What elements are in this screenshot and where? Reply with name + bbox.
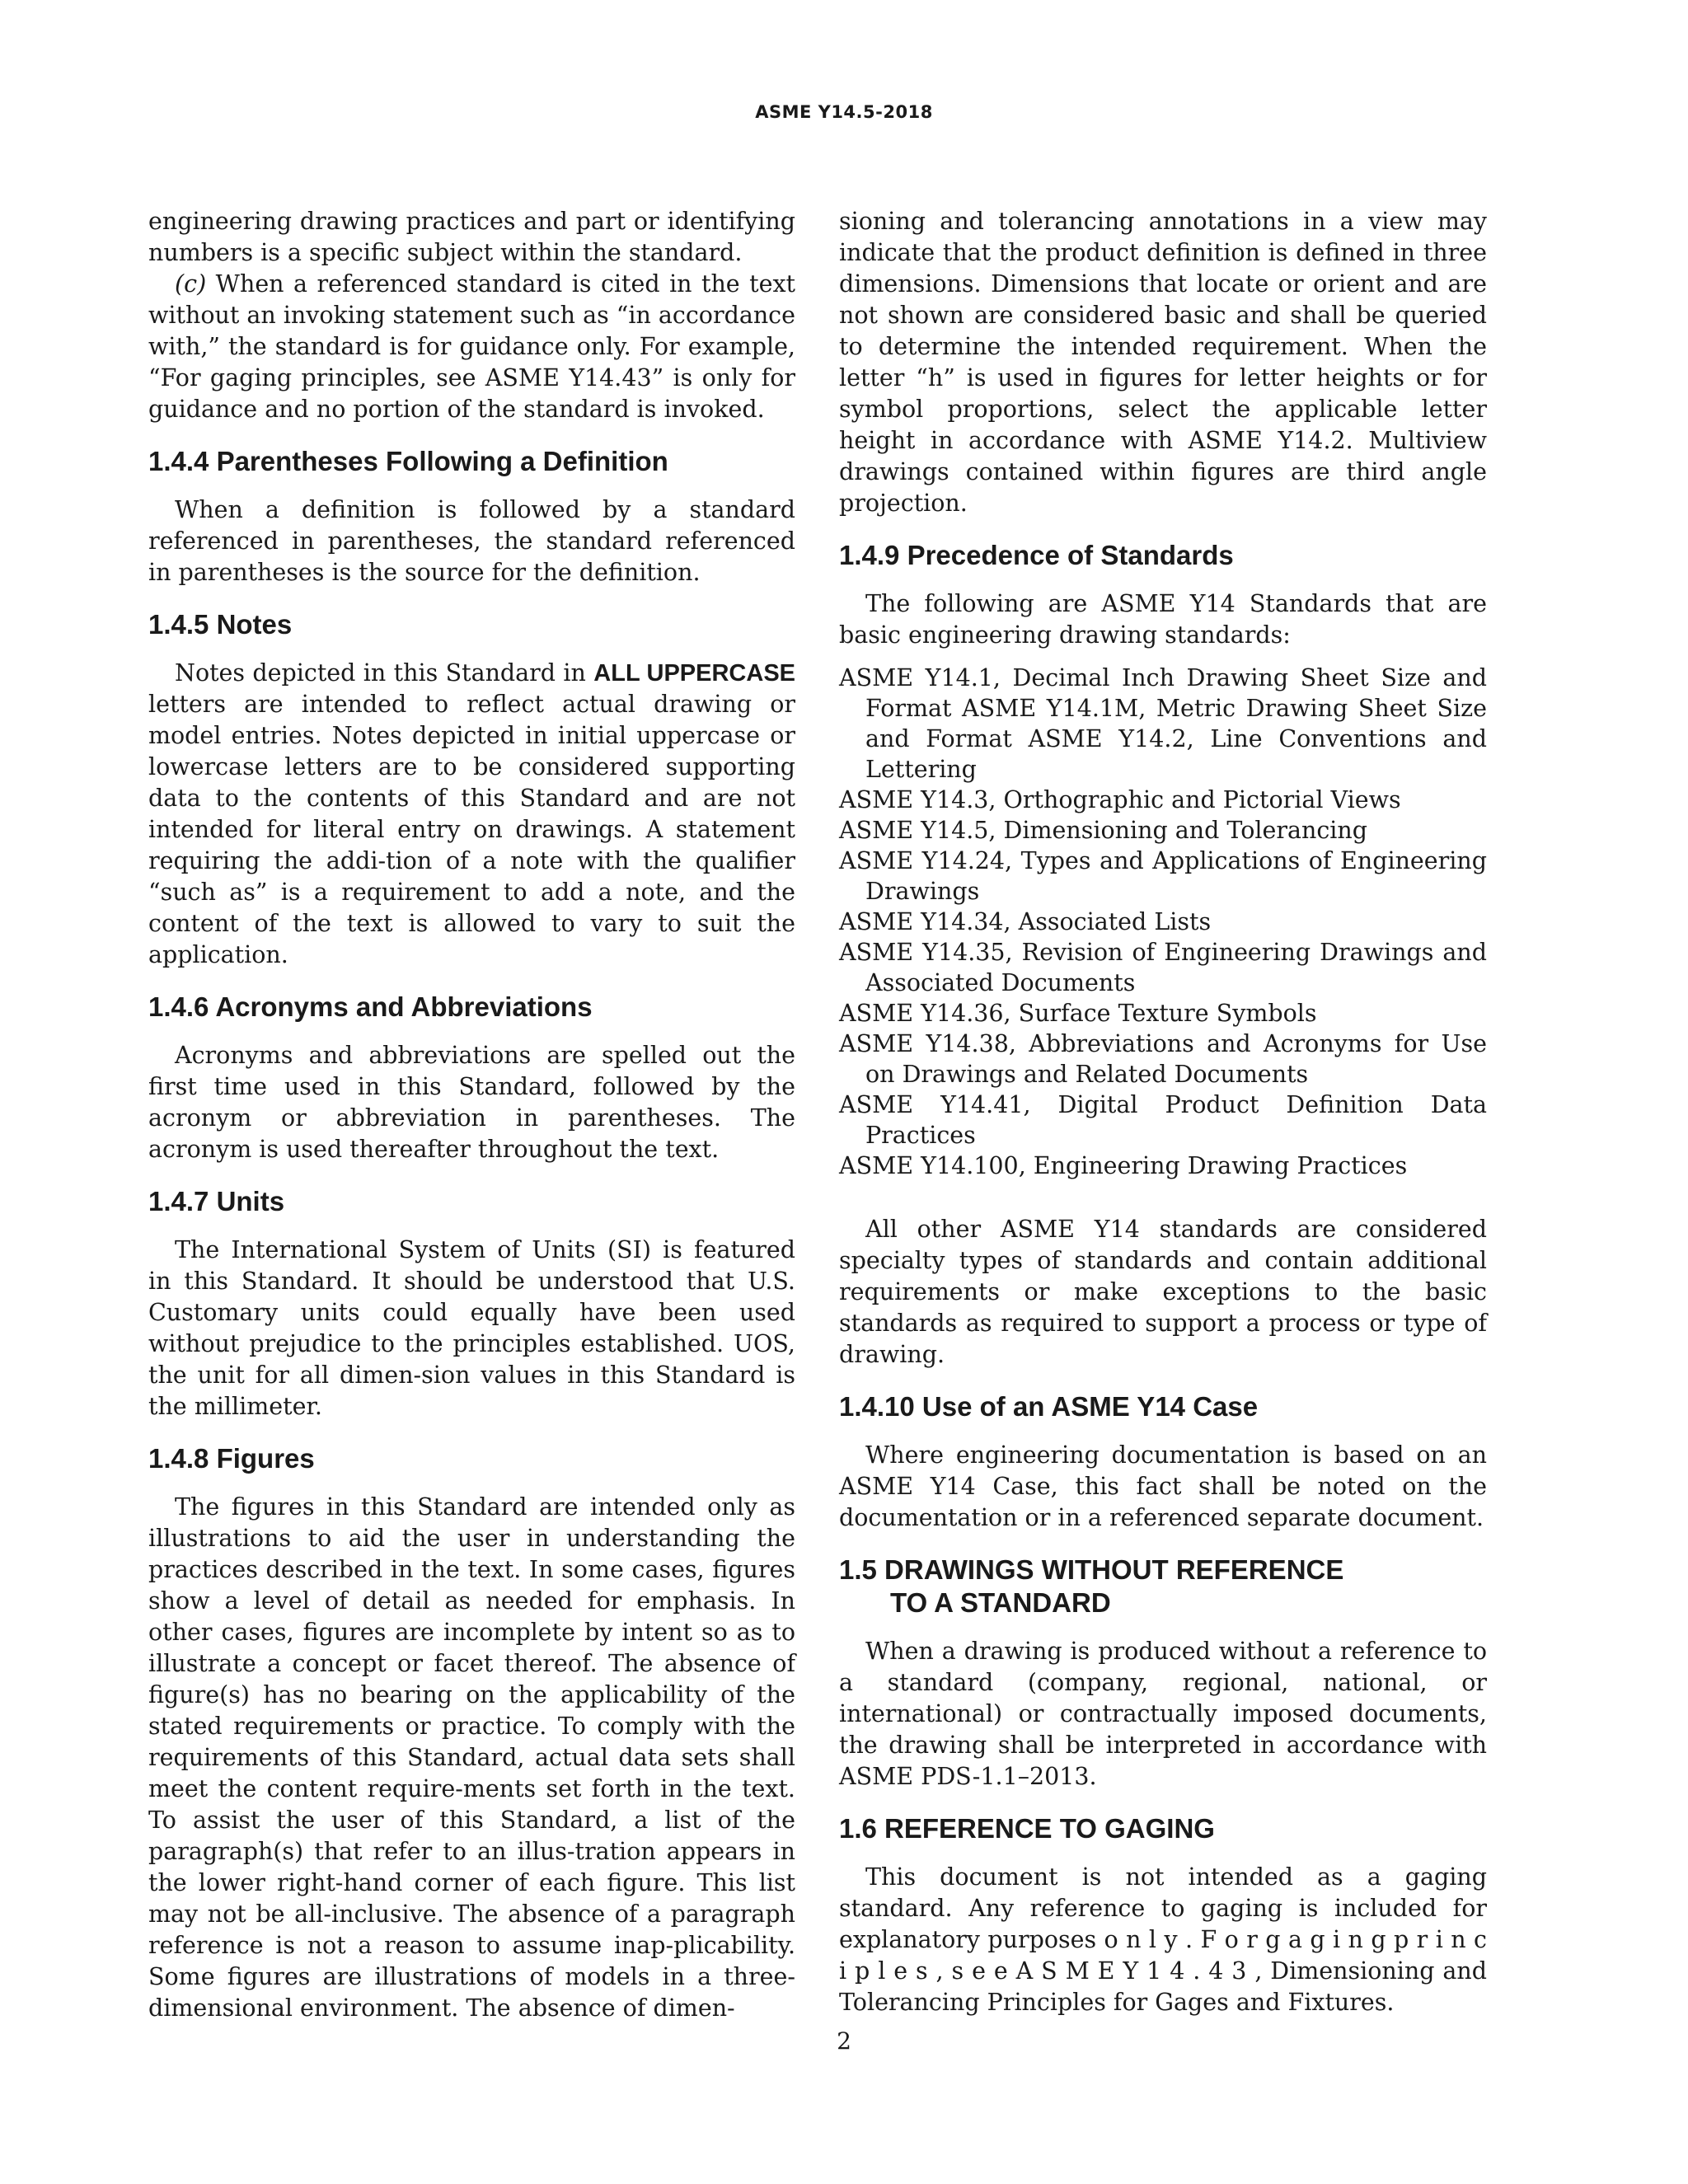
standards-list xyxy=(839,663,1487,1181)
right-column xyxy=(839,206,1487,2018)
heading-line-2: TO A STANDARD xyxy=(890,1587,1111,1618)
continued-paragraph: engineering drawing practices and part or identifying numbers is a specific subject within the standard. xyxy=(148,208,795,266)
section-body-1-4-5 xyxy=(148,658,795,971)
section-heading-1-4-8: 1.4.8 Figures xyxy=(148,1443,315,1474)
section-body-1-4-6: Acronyms and abbreviations are spelled out the first time used in this Standard, followed by the acronym or abbreviation in parentheses. The acronym is used thereafter throughout the text. xyxy=(148,1042,795,1163)
left-column xyxy=(148,206,795,2024)
list-item: ASME Y14.38, Abbreviations and Acronyms for Use on Drawings and Related Documents xyxy=(839,1030,1487,1088)
item-label: (c) xyxy=(175,270,207,298)
section-heading-1-4-9: 1.4.9 Precedence of Standards xyxy=(839,540,1234,570)
item-text: When a referenced standard is cited in the text without an invoking statement such as “in accordance with,” the standard is for guidance only. For example, “For gaging principles, see ASME Y14.43” is only for guidance and no portion of the standard is invoked. xyxy=(148,270,795,423)
section-heading-1-4-5: 1.4.5 Notes xyxy=(148,609,293,640)
heading-line-1: 1.5 DRAWINGS WITHOUT REFERENCE xyxy=(839,1554,1344,1585)
section-body-1-4-9-after: All other ASME Y14 standards are considered specialty types of standards and contain additional requirements or make exceptions to the basic standards as required to support a process or type of drawing. xyxy=(839,1216,1487,1368)
section-heading-1-4-10: 1.4.10 Use of an ASME Y14 Case xyxy=(839,1391,1259,1422)
list-item: ASME Y14.41, Digital Product Definition Data Practices xyxy=(839,1091,1487,1149)
all-uppercase-term: ALL UPPERCASE xyxy=(593,660,795,687)
list-item: ASME Y14.1, Decimal Inch Drawing Sheet Size and Format ASME Y14.1M, Metric Drawing Sheet Size and Format ASME Y14.2, Line Conventions and Lettering xyxy=(839,664,1487,783)
section-body-1-4-4: When a definition is followed by a standard referenced in parentheses, the standard referenced in parentheses is the source for the definition. xyxy=(148,496,795,586)
list-item: ASME Y14.100, Engineering Drawing Practices xyxy=(839,1152,1408,1179)
page-number: 2 xyxy=(837,2027,851,2055)
section-body-1-4-7: The International System of Units (SI) is featured in this Standard. It should be understood that U.S. Customary units could equally have been used without prejudice to the principles established. UOS, the unit for all dimen-sion values in this Standard is the millimeter. xyxy=(148,1236,795,1420)
section-heading-1-6: 1.6 REFERENCE TO GAGING xyxy=(839,1813,1215,1844)
notes-text-a: Notes depicted in this Standard in xyxy=(175,659,594,687)
list-item-c xyxy=(148,269,795,425)
list-item: ASME Y14.35, Revision of Engineering Drawings and Associated Documents xyxy=(839,939,1487,996)
list-item: ASME Y14.34, Associated Lists xyxy=(839,908,1212,935)
notes-text-b: letters are intended to reflect actual drawing or model entries. Notes depicted in initial uppercase or lowercase letters are to be considered supporting data to the contents of this Standard and are not intended for literal entry on drawings. A statement requiring the addi-tion of a note with the qualifier “such as” is a requirement to add a note, and the content of the text is allowed to vary to suit the application. xyxy=(148,691,795,968)
list-item: ASME Y14.3, Orthographic and Pictorial Views xyxy=(839,786,1401,813)
section-heading-1-5 xyxy=(839,1554,1487,1619)
section-body-1-6: This document is not intended as a gaging standard. Any reference to gaging is included for explanatory purposes o n l y . F o r g a g i n g p r i n c i p l e s , s e e A S M E Y 1 4 . 4 3 , Dimensioning and Tolerancing Principles for Gages and Fixtures. xyxy=(839,1863,1487,2016)
continued-paragraph: sioning and tolerancing annotations in a view may indicate that the product definition is defined in three dimensions. Dimensions that locate or orient and are not shown are considered basic and shall be queried to determine the intended requirement. When the letter “h” is used in figures for letter heights or for symbol proportions, select the applicable letter height in accordance with ASME Y14.2. Multiview drawings contained within figures are third angle projection. xyxy=(839,208,1487,517)
section-heading-1-4-6: 1.4.6 Acronyms and Abbreviations xyxy=(148,991,593,1022)
running-header: ASME Y14.5-2018 xyxy=(755,102,933,122)
section-body-1-4-9: The following are ASME Y14 Standards that are basic engineering drawing standards: xyxy=(839,590,1487,649)
list-item: ASME Y14.36, Surface Texture Symbols xyxy=(839,1000,1317,1027)
section-body-1-5: When a drawing is produced without a reference to a standard (company, regional, national, or international) or contractually imposed documents, the drawing shall be interpreted in accordance with ASME PDS-1.1–2013. xyxy=(839,1638,1487,1790)
list-item: ASME Y14.5, Dimensioning and Tolerancing xyxy=(839,817,1368,844)
section-heading-1-4-7: 1.4.7 Units xyxy=(148,1186,285,1216)
section-heading-1-4-4: 1.4.4 Parentheses Following a Definition xyxy=(148,446,668,476)
section-body-1-4-10: Where engineering documentation is based on an ASME Y14 Case, this fact shall be noted on the documentation or in a referenced separate document. xyxy=(839,1441,1487,1531)
section-body-1-4-8: The figures in this Standard are intended only as illustrations to aid the user in understanding the practices described in the text. In some cases, figures show a level of detail as needed for emphasis. In other cases, figures are incomplete by intent so as to illustrate a concept or facet thereof. The absence of figure(s) has no bearing on the applicability of the stated requirements or practice. To comply with the requirements of this Standard, actual data sets shall meet the content require-ments set forth in the text. To assist the user of this Standard, a list of the paragraph(s) that refer to an illus-tration appears in the lower right-hand corner of each figure. This list may not be all-inclusive. The absence of a paragraph reference is not a reason to assume inap-plicability. Some figures are illustrations of models in a three-dimensional environment. The absence of dimen- xyxy=(148,1493,795,2022)
list-item: ASME Y14.24, Types and Applications of Engineering Drawings xyxy=(839,847,1487,905)
